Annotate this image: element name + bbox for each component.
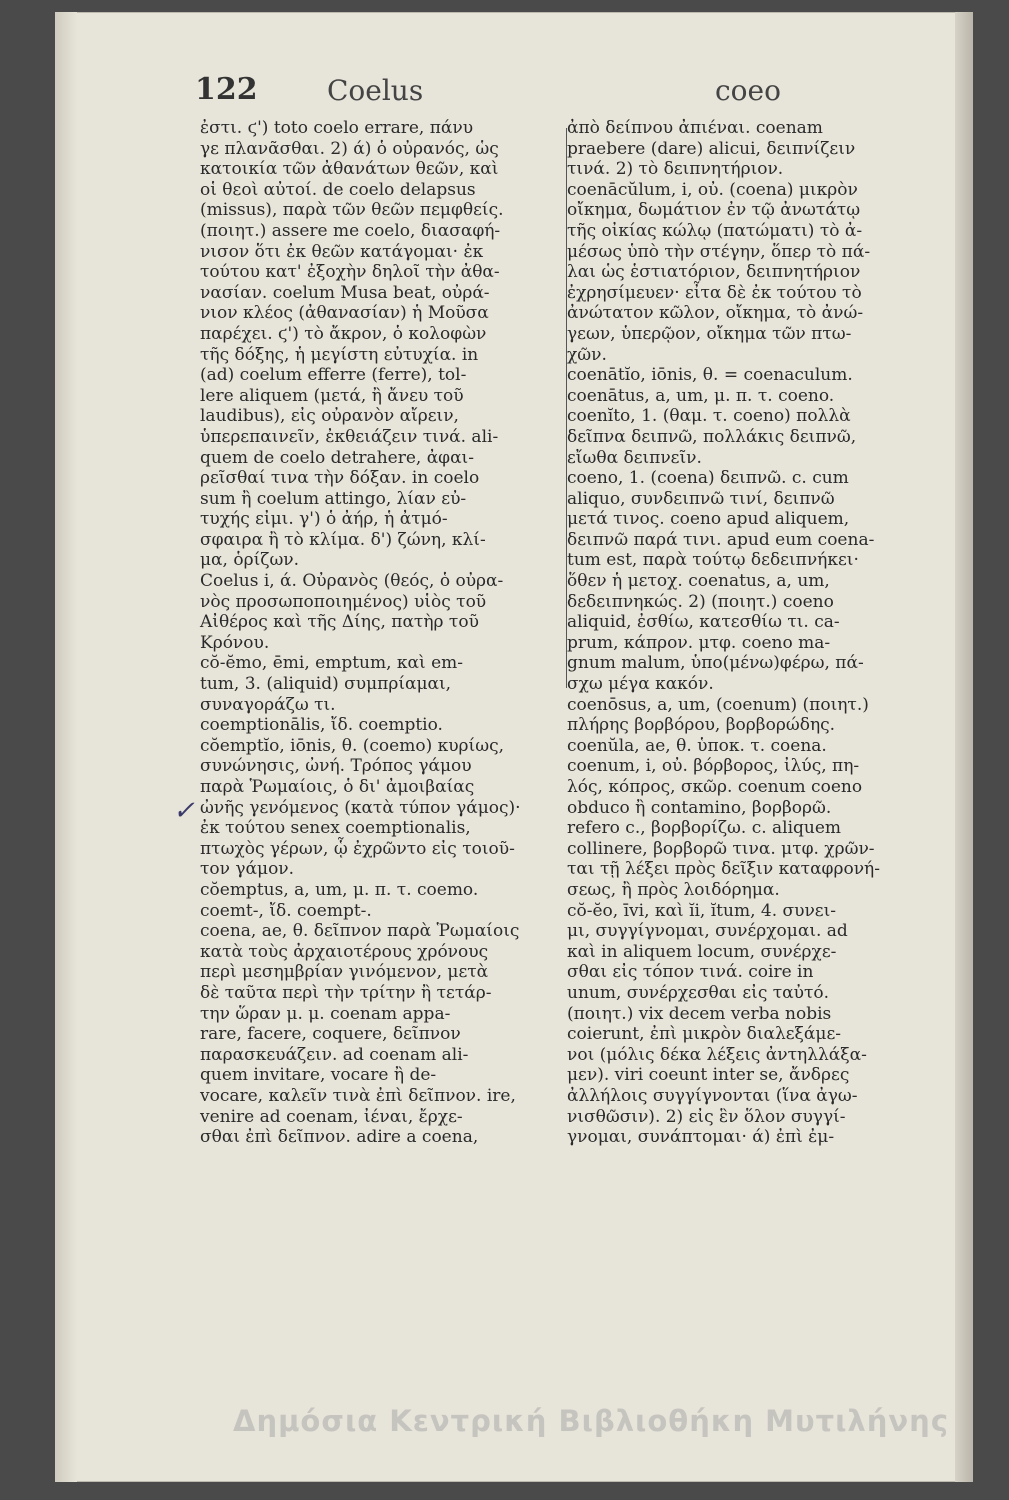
dictionary-line: την ὥραν μ. μ. coenam appa-	[200, 1003, 451, 1024]
dictionary-line: κατὰ τοὺς ἀρχαιοτέρους χρόνους	[200, 941, 489, 962]
dictionary-line: aliquo, συνδειπνῶ τινί, δειπνῶ	[567, 488, 835, 509]
page-number: 122	[195, 72, 258, 107]
dictionary-line: Αἰθέρος καὶ τῆς Δίης, πατὴρ τοῦ	[200, 612, 479, 633]
dictionary-line: quem invitare, vocare ἢ de-	[200, 1065, 437, 1086]
dictionary-line: πτωχὸς γέρων, ᾧ ἐχρῶντο εἰς τοιοῦ-	[200, 838, 515, 859]
dictionary-line: μι, συγγίγνομαι, συνέρχομαι. ad	[567, 921, 848, 942]
page-header	[55, 72, 973, 112]
dictionary-line: coenŭla, ae, θ. ὑποκ. τ. coena.	[567, 735, 827, 756]
dictionary-line: συναγοράζω τι.	[200, 694, 336, 715]
dictionary-line: τινά. 2) τὸ δειπνητήριον.	[567, 159, 784, 180]
dictionary-line: (ποιητ.) vix decem verba nobis	[567, 1003, 832, 1024]
book-page	[55, 12, 973, 1482]
dictionary-line: νιον κλέος (ἀθανασίαν) ἡ Μοῦσα	[200, 303, 489, 324]
dictionary-line: νισθῶσιν). 2) εἰς ἓν ὅλον συγγί-	[567, 1106, 846, 1127]
dictionary-line: γνομαι, συνάπτομαι· ά) ἐπὶ ἐμ-	[567, 1127, 835, 1148]
dictionary-line: νισον ὅτι ἐκ θεῶν κατάγομαι· ἐκ	[200, 241, 484, 262]
dictionary-line: σθαι εἰς τόπον τινά. coire in	[567, 962, 814, 983]
dictionary-line: lere aliquem (μετά, ἢ ἄνευ τοῦ	[200, 385, 464, 406]
dictionary-line: coierunt, ἐπὶ μικρὸν διαλεξάμε-	[567, 1024, 841, 1045]
dictionary-line: tum est, παρὰ τούτῳ δεδειπνήκει·	[567, 550, 859, 571]
dictionary-line: obduco ἢ contamino, βορβορῶ.	[567, 797, 832, 818]
dictionary-line: μα, ὁρίζων.	[200, 550, 300, 571]
dictionary-line: rare, facere, coquere, δεῖπνον	[200, 1024, 461, 1045]
left-column	[200, 118, 620, 1148]
dictionary-line: καὶ in aliquem locum, συνέρχε-	[567, 941, 837, 962]
dictionary-line: tum, 3. (aliquid) συμπρίαμαι,	[200, 674, 452, 695]
dictionary-line: παρέχει. ϛ') τὸ ἄκρον, ὁ κολοφὼν	[200, 323, 487, 344]
dictionary-line: coemptionālis, ἴδ. coemptio.	[200, 715, 443, 736]
dictionary-line: λαι ὡς ἑστιατόριον, δειπνητήριον	[567, 262, 861, 283]
dictionary-line: prum, κάπρον. μτφ. coeno ma-	[567, 632, 831, 653]
dictionary-line: περὶ μεσημβρίαν γινόμενον, μετὰ	[200, 962, 489, 983]
dictionary-line: ἐστι. ϛ') toto coelo errare, πάνυ	[200, 118, 474, 138]
dictionary-line: aliquid, ἐσθίω, κατεσθίω τι. ca-	[567, 612, 840, 633]
dictionary-line: ἀνώτατον κῶλον, οἴκημα, τὸ ἀνώ-	[567, 303, 864, 324]
dictionary-line: δεδειπνηκώς. 2) (ποιητ.) coeno	[567, 591, 834, 612]
dictionary-line: cŏemptus, a, um, μ. π. τ. coemo.	[200, 879, 479, 900]
dictionary-line: σεως, ἢ πρὸς λοιδόρημα.	[567, 879, 780, 900]
dictionary-line: τῆς οἰκίας κώλῳ (πατώματι) τὸ ἀ-	[567, 220, 863, 241]
dictionary-line: ται τῇ λέξει πρὸς δεῖξιν καταφρονή-	[567, 859, 880, 880]
dictionary-line: ὑπερεπαινεῖν, ἐκθειάζειν τινά. ali-	[200, 426, 499, 447]
dictionary-line: ἐχρησίμευεν· εἶτα δὲ ἐκ τούτου τὸ	[567, 282, 862, 303]
dictionary-line: μετά τινος. coeno apud aliquem,	[567, 509, 850, 530]
dictionary-line: praebere (dare) alicui, δειπνίζειν	[567, 138, 856, 159]
dictionary-line: ὅθεν ἡ μετοχ. coenatus, a, um,	[567, 571, 830, 592]
dictionary-line: σφαιρα ἢ τὸ κλίμα. δ') ζώνη, κλί-	[200, 529, 486, 550]
dictionary-line: unum, συνέρχεσθαι εἰς ταὐτό.	[567, 982, 830, 1003]
dictionary-line: νὸς προσωποποιημένος) υἱὸς τοῦ	[200, 591, 487, 612]
page-gutter-shadow	[55, 12, 77, 1482]
dictionary-line: coena, ae, θ. δεῖπνον παρὰ Ῥωμαίοις	[200, 921, 520, 942]
left-headword: Coelus	[327, 74, 424, 107]
dictionary-line: ἐκ τούτου senex coemptionalis,	[200, 818, 471, 839]
dictionary-line: ρεῖσθαί τινα τὴν δόξαν. in coelo	[200, 468, 480, 489]
dictionary-line: coenātĭo, iōnis, θ. = coenaculum.	[567, 365, 853, 386]
dictionary-line: παρασκευάζειν. ad coenam ali-	[200, 1044, 469, 1065]
dictionary-line: νοι (μόλις δέκα λέξεις ἀντηλλάξα-	[567, 1044, 867, 1065]
right-headword: coeo	[715, 74, 781, 107]
dictionary-line: παρὰ Ῥωμαίοις, ὁ δι' ἀμοιβαίας	[200, 777, 475, 797]
dictionary-line: ἀλλήλοις συγγίγνονται (ἵνα ἀγω-	[567, 1085, 858, 1106]
dictionary-line: μέσως ὑπὸ τὴν στέγην, ὅπερ τὸ πά-	[567, 241, 871, 262]
dictionary-line: coenum, i, οὐ. βόρβορος, ἰλύς, πη-	[567, 756, 860, 777]
dictionary-line: gnum malum, ὑπο(μένω)φέρω, πά-	[567, 653, 864, 674]
dictionary-line: (ad) coelum efferre (ferre), tol-	[200, 365, 467, 386]
dictionary-line: sum ἢ coelum attingo, λίαν εὐ-	[200, 488, 467, 509]
dictionary-line: venire ad coenam, ἰέναι, ἔρχε-	[200, 1106, 463, 1127]
dictionary-line: coenōsus, a, um, (coenum) (ποιητ.)	[567, 694, 869, 715]
dictionary-line: laudibus), εἰς οὐρανὸν αἴρειν,	[200, 406, 459, 427]
dictionary-line: Κρόνου.	[200, 632, 270, 653]
dictionary-line: refero c., βορβορίζω. c. aliquem	[567, 818, 842, 839]
dictionary-line: collinere, βορβορῶ τινα. μτφ. χρῶν-	[567, 838, 875, 859]
dictionary-line: ὠνῆς γενόμενος (κατὰ τύπον γάμος)·	[200, 797, 521, 818]
dictionary-line: εἴωθα δειπνεῖν.	[567, 447, 702, 468]
dictionary-line: vocare, καλεῖν τινὰ ἐπὶ δεῖπνον. ire,	[200, 1085, 516, 1106]
dictionary-line: δεῖπνα δειπνῶ, πολλάκις δειπνῶ,	[567, 426, 857, 447]
dictionary-line: οἴκημα, δωμάτιον ἐν τῷ ἀνωτάτῳ	[567, 200, 861, 221]
dictionary-line: νασίαν. coelum Musa beat, οὐρά-	[200, 282, 490, 303]
dictionary-line: γε πλανᾶσθαι. 2) ά) ὁ οὐρανός, ὡς	[200, 138, 499, 159]
dictionary-line: coenācŭlum, i, οὐ. (coena) μικρὸν	[567, 179, 858, 200]
dictionary-line: quem de coelo detrahere, ἀφαι-	[200, 447, 474, 468]
dictionary-line: σθαι ἐπὶ δεῖπνον. adire a coena,	[200, 1127, 479, 1148]
dictionary-line: λός, κόπρος, σκῶρ. coenum coeno	[567, 777, 863, 797]
dictionary-line: coenĭto, 1. (θαμ. τ. coeno) πολλὰ	[567, 406, 851, 427]
dictionary-line: δειπνῶ παρά τινι. apud eum coena-	[567, 529, 875, 550]
dictionary-line: δὲ ταῦτα περὶ τὴν τρίτην ἢ τετάρ-	[200, 982, 492, 1003]
right-column	[567, 118, 967, 1148]
dictionary-line: τον γάμον.	[200, 859, 295, 880]
dictionary-line: coeno, 1. (coena) δειπνῶ. c. cum	[567, 468, 849, 489]
dictionary-line: coenātus, a, um, μ. π. τ. coeno.	[567, 385, 835, 406]
dictionary-line: τυχής εἰμι. γ') ὁ ἀήρ, ἡ ἀτμό-	[200, 509, 448, 530]
dictionary-line: σχω μέγα κακόν.	[567, 674, 714, 695]
dictionary-line: συνώνησις, ὠνή. Τρόπος γάμου	[200, 756, 472, 777]
dictionary-line: οἱ θεοὶ αὐτοί. de coelo delapsus	[200, 179, 476, 200]
dictionary-line: coemt-, ἴδ. coempt-.	[200, 900, 372, 921]
dictionary-line: (ποιητ.) assere me coelo, διασαφή-	[200, 220, 501, 241]
dictionary-line: cŏ-ĕo, īvi, καὶ ĭi, ĭtum, 4. συνει-	[567, 900, 837, 921]
dictionary-line: τούτου κατ' ἐξοχὴν δηλοῖ τὴν ἀθα-	[200, 262, 500, 283]
dictionary-line: πλήρης βορβόρου, βορβορώδης.	[567, 715, 836, 736]
dictionary-line: cŏemptĭo, iōnis, θ. (coemo) κυρίως,	[200, 735, 505, 756]
dictionary-line: τῆς δόξης, ἡ μεγίστη εὐτυχία. in	[200, 344, 479, 365]
dictionary-line: cŏ-ĕmo, ēmi, emptum, καὶ em-	[200, 653, 464, 674]
dictionary-line: κατοικία τῶν ἀθανάτων θεῶν, καὶ	[200, 159, 499, 180]
margin-check-mark: ✓	[173, 796, 195, 826]
dictionary-line: ἀπὸ δείπνου ἀπιέναι. coenam	[567, 118, 823, 138]
library-watermark: Δημόσια Κεντρική Βιβλιοθήκη Μυτιλήνης	[233, 1404, 950, 1438]
dictionary-line: μεν). viri coeunt inter se, ἄνδρες	[567, 1065, 850, 1086]
dictionary-line: γεων, ὑπερῷον, οἴκημα τῶν πτω-	[567, 323, 852, 344]
dictionary-line: (missus), παρὰ τῶν θεῶν πεμφθείς.	[200, 200, 504, 221]
dictionary-line: Coelus i, ά. Οὐρανὸς (θεός, ὁ οὐρα-	[200, 571, 504, 592]
dictionary-line: χῶν.	[567, 344, 607, 365]
